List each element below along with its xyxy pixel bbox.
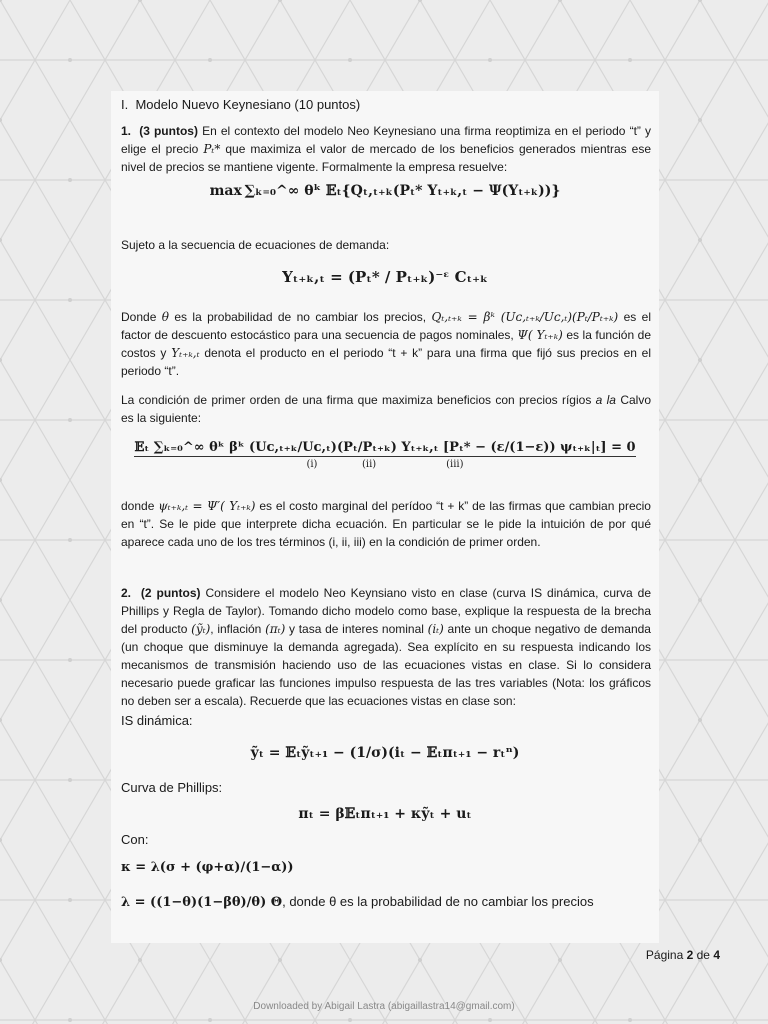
donde-text-e: denota el producto en el periodo “t + k” para una firma que fijó sus precios en el periodo “t”. [121, 346, 652, 378]
equation-kappa: κ = λ(σ + (φ+α)/(1−α)) [121, 860, 294, 875]
inflation-symbol: (πₜ) [265, 622, 286, 636]
foc-intro [121, 391, 651, 427]
is-label: IS dinámica: [121, 713, 193, 728]
con-label: Con: [121, 832, 149, 847]
page-number [646, 948, 720, 962]
theta-symbol: θ [161, 310, 169, 324]
last-text-b: es el costo marginal del perídoo “t + k” de las firmas que cambian precio en “t”. Se le pide que interprete dicha ecuación. En particular se le pide la intuición de por qué aparece cada uno de los tres términos (i, ii, iii) en la condición de primer orden. [121, 499, 651, 549]
q1-question [121, 497, 651, 551]
q2-text-b: , inflación [210, 622, 262, 636]
term-ii-label: (ii) [361, 459, 377, 470]
foc-text-a: La condición de primer orden de una firma que maximiza beneficios con precios rígios [121, 393, 592, 407]
page-prefix: Página [645, 948, 687, 962]
section-title: I. Modelo Nuevo Keynesiano (10 puntos) [121, 97, 361, 112]
donde-text-c: es el factor de descuento estocástico para una secuencia de pagos nominales, [121, 310, 651, 342]
donde-text-a: Donde [121, 310, 157, 324]
q1-intro-a: En el contexto del modelo Neo Keynesiano una firma reoptimiza en el periodo “t” y elige el precio [121, 124, 652, 156]
interest-symbol: (iₜ) [427, 622, 444, 636]
q2-text-c: y tasa de interes nominal [289, 622, 424, 636]
marginal-cost-symbol: ψₜ₊ₖ,ₜ = Ψ′( Yₜ₊ₖ) [158, 499, 256, 513]
last-text-a: donde [121, 499, 155, 513]
foc-text-b: Calvo es la siguiente: [121, 393, 651, 425]
discount-factor-formula: Qₜ,ₜ₊ₖ = βᵏ (Uᴄ,ₜ₊ₖ/Uᴄ,ₜ)(Pₜ/Pₜ₊ₖ) [431, 310, 619, 324]
cost-function-symbol: Ψ( Yₜ₊ₖ) [517, 328, 563, 342]
phillips-label: Curva de Phillips: [121, 780, 223, 795]
download-note: Downloaded by Abigail Lastra (abigaillastra14@gmail.com) [253, 1001, 515, 1012]
output-gap-symbol: (ỹₜ) [191, 622, 211, 636]
foc-italic: a la [595, 393, 616, 407]
output-symbol: Yₜ₊ₖ,ₜ [171, 346, 200, 360]
page-total: 4 [713, 948, 720, 962]
term-i-label: (i) [306, 459, 318, 470]
donde-text-b: es la probabilidad de no cambiar los precios, [174, 310, 427, 324]
lambda-line [121, 893, 651, 912]
q1-definitions [121, 308, 651, 380]
equation-foc [111, 440, 659, 470]
equation-maximization: max ∑ₖ₌₀^∞ θᵏ 𝔼ₜ{Qₜ,ₜ₊ₖ(Pₜ* Yₜ₊ₖ,ₜ − Ψ(Yₜ₊ₖ))} [209, 183, 561, 199]
q2-text-a: Considere el modelo Neo Keynsiano visto en clase (curva IS dinámica, curva de Phillips y Regla de Taylor). Tomando dicho modelo como base, explique la respuesta de la brecha del producto [121, 586, 651, 636]
equation-phillips: πₜ = β𝔼ₜπₜ₊₁ + κỹₜ + uₜ [298, 806, 472, 822]
subject-to-text: Sujeto a la secuencia de ecuaciones de demanda: [121, 238, 390, 252]
q1-intro-b: que maximiza el valor de mercado de los beneficios generados mientras ese nivel de precios se mantiene vigente. Formalmente la empresa resuelve: [121, 142, 651, 174]
equation-foc-main: 𝔼ₜ ∑ₖ₌₀^∞ θᵏ βᵏ (Uᴄ,ₜ₊ₖ/Uᴄ,ₜ)(Pₜ/Pₜ₊ₖ) Yₜ₊ₖ,ₜ [Pₜ* − (ε/(1−ε)) ψₜ₊ₖ|ₜ] = 0 [134, 440, 636, 455]
equation-lambda: λ = ((1−θ)(1−βθ)/θ) Θ [121, 895, 283, 910]
q1-intro [121, 122, 651, 176]
page-current: 2 [686, 948, 694, 962]
lambda-tail: , donde θ es la probabilidad de no cambiar los precios [282, 894, 594, 909]
page-mid: de [693, 948, 714, 962]
foc-term-labels [111, 459, 659, 470]
term-iii-label: (iii) [446, 459, 464, 470]
q1-label: 1. (3 puntos) [121, 124, 198, 138]
q2-label: 2. (2 puntos) [121, 586, 201, 600]
equation-is: ỹₜ = 𝔼ₜỹₜ₊₁ − (1/σ)(iₜ − 𝔼ₜπₜ₊₁ − rₜⁿ) [250, 745, 520, 761]
q2-text-d: ante un choque negativo de demanda (un choque que disminuye la demanda agregada). Sea explícito en su respuesta indicando los mecanismos de transmisión haciendo uso de las ecuaciones vistas en clase. Si lo considera necesario puede graficar las funciones impulso respuesta de las tres variables (Nota: los gráficos no deben ser a escala). Recuerde que las ecuaciones vistas en clase son: [121, 622, 651, 708]
donde-text-d: es la función de costos y [121, 328, 652, 360]
q1-intro-symbol: Pₜ* [203, 142, 221, 156]
q2-text [121, 584, 651, 710]
equation-demand: Yₜ₊ₖ,ₜ = (Pₜ* / Pₜ₊ₖ)⁻ᵋ Cₜ₊ₖ [282, 268, 488, 286]
